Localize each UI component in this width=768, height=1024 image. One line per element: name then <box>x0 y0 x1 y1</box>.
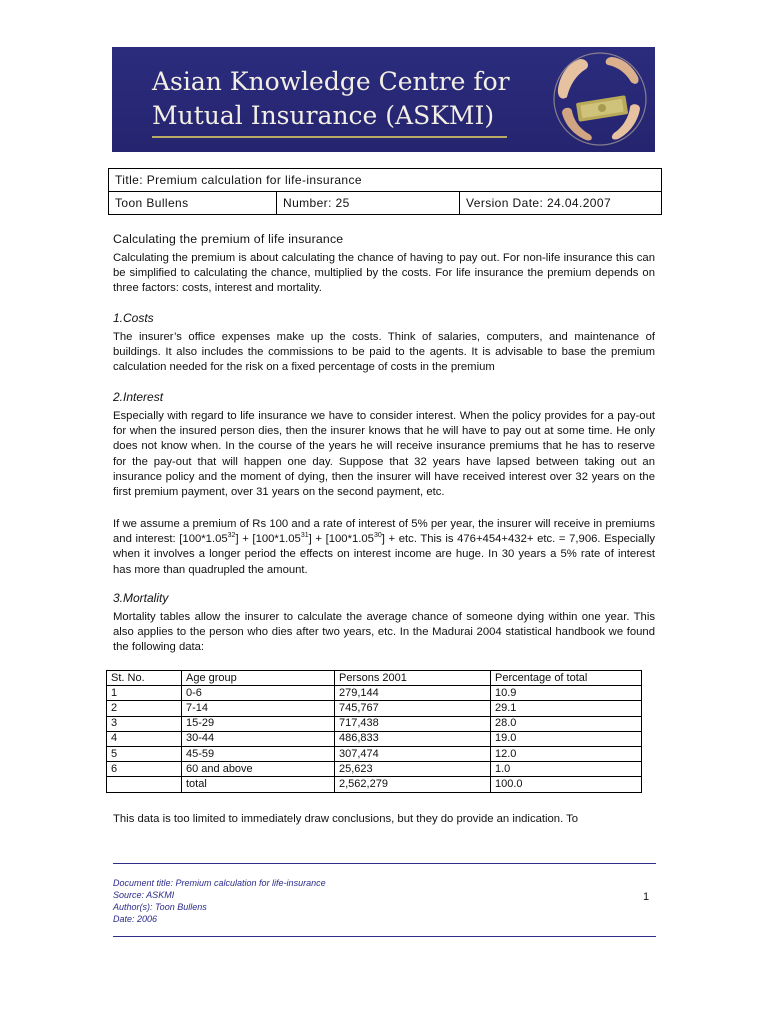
interest-paragraph-1: Especially with regard to life insurance we have to consider interest. When the policy provides for a pay-out for when the insured person dies, then the insurer knows that he will have to pay out at some time. He only does not know when. In the course of the years he will receive insurance premiums that he has to reserve for the pay-out that will happen one day. Suppose that 32 years have lapsed between taking out an insurance policy and the moment of dying, then the insurer will have received interest over 32 years on the first premium payment, over 31 years on the second payment, etc. <box>113 410 655 499</box>
table-cell: 1.0 <box>491 762 642 777</box>
exponent: 32 <box>227 532 236 540</box>
exponent: 30 <box>373 532 382 540</box>
closing-paragraph: This data is too limited to immediately draw conclusions, but they do provide an indication. To <box>113 813 579 825</box>
table-cell: 745,767 <box>335 701 491 716</box>
table-cell: 15-29 <box>182 716 335 731</box>
footer-bottom-rule <box>113 936 656 937</box>
table-cell: 307,474 <box>335 746 491 761</box>
column-header: Persons 2001 <box>335 671 491 686</box>
table-cell: 3 <box>107 716 182 731</box>
document-title: Title: Premium calculation for life-insurance <box>109 169 662 192</box>
banner-line-1: Asian Knowledge Centre for <box>152 67 510 96</box>
table-cell: 5 <box>107 746 182 761</box>
version-date: Version Date: 24.04.2007 <box>460 192 662 215</box>
header-banner <box>112 47 655 152</box>
document-number: Number: 25 <box>277 192 460 215</box>
footer-authors: Author(s): Toon Bullens <box>113 902 207 912</box>
mortality-paragraph: Mortality tables allow the insurer to calculate the average chance of someone dying within one year. This also applies to the person who dies after two years, etc. In the Madurai 2004 statistical handbook we found the following data: <box>113 611 655 654</box>
table-row <box>107 731 642 746</box>
column-header: Percentage of total <box>491 671 642 686</box>
document-author: Toon Bullens <box>109 192 277 215</box>
hands-holding-money-icon <box>550 49 650 149</box>
table-cell: 717,438 <box>335 716 491 731</box>
exponent: 31 <box>300 532 309 540</box>
table-row <box>107 746 642 761</box>
costs-paragraph: The insurer’s office expenses make up the costs. Think of salaries, computers, and maintenance of buildings. It also includes the commissions to be paid to the agents. It is advisable to base the premium calculation needed for the risk on a fixed percentage of costs in the premium <box>113 331 655 374</box>
table-cell: 2 <box>107 701 182 716</box>
table-cell: 12.0 <box>491 746 642 761</box>
banner-line-2: Mutual Insurance (ASKMI) <box>152 101 495 130</box>
table-cell: 28.0 <box>491 716 642 731</box>
table-cell: 29.1 <box>491 701 642 716</box>
table-header-row <box>107 671 642 686</box>
interest-heading: 2.Interest <box>113 390 164 404</box>
document-meta-table <box>108 168 662 215</box>
footer-top-rule <box>113 863 656 864</box>
banner-rule <box>152 136 507 138</box>
interest-paragraph-2: If we assume a premium of Rs 100 and a rate of interest of 5% per year, the insurer will receive in premiums and interest: $[100*1.05^{32}] + [100*1.05^{31}] + [100*1.05^{30}]$ + etc. This is 476+454+432+ etc. = 7,906. Especially when it involves a longer period the effects on interest income are huge. In 30 years a 5% rate of interest has more than quadrupled the amount. <box>113 518 656 576</box>
main-heading: Calculating the premium of life insurance <box>113 232 344 246</box>
page-footer <box>113 877 326 925</box>
meta-info-row <box>109 192 662 215</box>
table-cell: total <box>182 777 335 792</box>
table-cell: 45-59 <box>182 746 335 761</box>
age-group-table <box>106 670 642 793</box>
footer-document-title: Document title: Premium calculation for life-insurance <box>113 878 326 888</box>
table-cell: 1 <box>107 686 182 701</box>
table-cell: 279,144 <box>335 686 491 701</box>
table-row <box>107 701 642 716</box>
column-header: Age group <box>182 671 335 686</box>
table-row <box>107 762 642 777</box>
table-total-row <box>107 777 642 792</box>
table-row <box>107 686 642 701</box>
table-cell: 100.0 <box>491 777 642 792</box>
table-row <box>107 716 642 731</box>
footer-source: Source: ASKMI <box>113 890 175 900</box>
banner-title <box>152 65 510 133</box>
footer-date: Date: 2006 <box>113 914 158 924</box>
column-header: St. No. <box>107 671 182 686</box>
table-cell: 19.0 <box>491 731 642 746</box>
intro-paragraph: Calculating the premium is about calculating the chance of having to pay out. For non-life insurance this can be simplified to calculating the chance, multiplied by the costs. For life insurance the premium depends on three factors: costs, interest and mortality. <box>113 252 655 295</box>
page-number: 1 <box>643 891 650 903</box>
table-cell: 30-44 <box>182 731 335 746</box>
mortality-heading: 3.Mortality <box>113 591 169 605</box>
costs-heading: 1.Costs <box>113 311 154 325</box>
table-cell: 10.9 <box>491 686 642 701</box>
table-cell: 60 and above <box>182 762 335 777</box>
table-cell: 25,623 <box>335 762 491 777</box>
table-cell: 2,562,279 <box>335 777 491 792</box>
table-cell: 0-6 <box>182 686 335 701</box>
table-cell: 486,833 <box>335 731 491 746</box>
meta-title-row <box>109 169 662 192</box>
table-cell: 6 <box>107 762 182 777</box>
table-cell: 4 <box>107 731 182 746</box>
table-cell <box>107 777 182 792</box>
table-cell: 7-14 <box>182 701 335 716</box>
